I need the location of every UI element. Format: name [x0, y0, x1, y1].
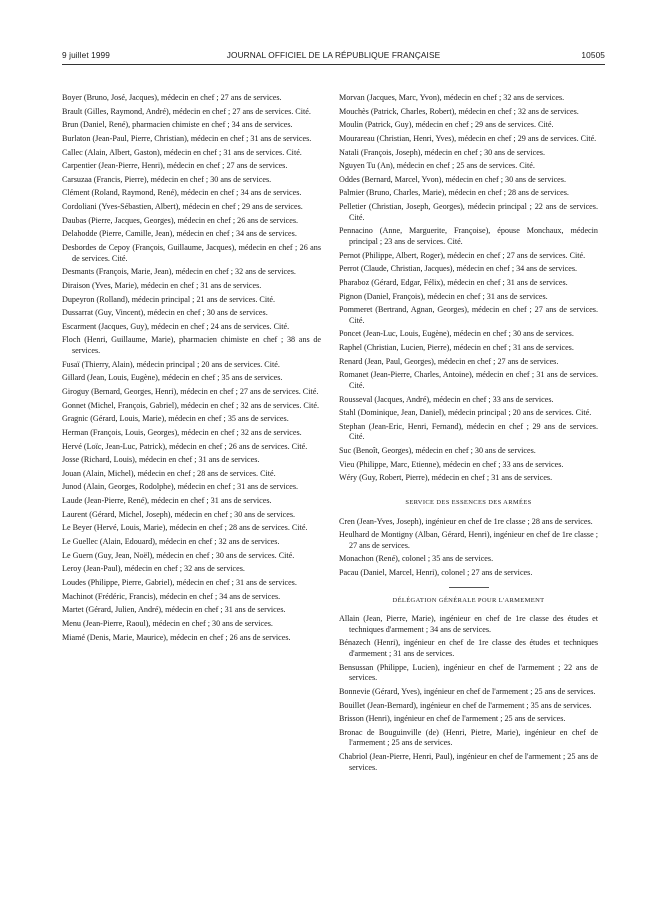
- section-heading-essences: SERVICE DES ESSENCES DES ARMÉES: [405, 498, 532, 506]
- list-entry: Burlaton (Jean-Paul, Pierre, Christian), médecin en chef ; 31 ans de services.: [62, 133, 312, 143]
- list-entry: Natali (François, Joseph), médecin en chef ; 30 ans de services.: [339, 147, 545, 157]
- list-entry: Josse (Richard, Louis), médecin en chef ; 31 ans de services.: [62, 455, 260, 465]
- list-entry: Herman (François, Louis, Georges), médecin en chef ; 32 ans de services.: [62, 427, 302, 437]
- list-entry: Allain (Jean, Pierre, Marie), ingénieur en chef de 1re classe des études et techniques d'armement ; 34 ans de services.: [339, 614, 598, 634]
- list-entry: Leroy (Jean-Paul), médecin en chef ; 32 ans de services.: [62, 564, 245, 574]
- left-column: [62, 93, 321, 646]
- list-entry: Delahodde (Pierre, Camille, Jean), médecin en chef ; 34 ans de services.: [62, 229, 297, 239]
- list-entry: Bouillet (Jean-Bernard), ingénieur en chef de l'armement ; 35 ans de services.: [339, 700, 592, 710]
- list-entry: Pernot (Philippe, Albert, Roger), médecin en chef ; 27 ans de services. Cité.: [339, 250, 586, 260]
- list-entry: Mouchès (Patrick, Charles, Robert), médecin en chef ; 32 ans de services.: [339, 106, 579, 116]
- right-column-entries: [339, 93, 598, 484]
- list-entry: Suc (Benoît, Georges), médecin en chef ; 30 ans de services.: [339, 446, 536, 456]
- list-entry: Vieu (Philippe, Marc, Etienne), médecin en chef ; 33 ans de services.: [339, 459, 564, 469]
- list-entry: Boyer (Bruno, José, Jacques), médecin en chef ; 27 ans de services.: [62, 93, 282, 102]
- list-entry: Perrot (Claude, Christian, Jacques), médecin en chef ; 34 ans de services.: [339, 264, 578, 274]
- list-entry: Bronac de Bouguinville (de) (Henri, Pietre, Marie), ingénieur en chef de l'armement ; 25 ans de services.: [339, 727, 598, 748]
- list-entry: Gillard (Jean, Louis, Eugène), médecin en chef ; 35 ans de services.: [62, 373, 283, 383]
- list-entry: Rousseval (Jacques, André), médecin en chef ; 33 ans de services.: [339, 394, 554, 404]
- list-entry: Carsuzaa (Francis, Pierre), médecin en chef ; 30 ans de services.: [62, 174, 272, 184]
- list-entry: Morvan (Jacques, Marc, Yvon), médecin en chef ; 32 ans de services.: [339, 93, 565, 102]
- list-entry: Laude (Jean-Pierre, René), médecin en chef ; 31 ans de services.: [62, 496, 272, 506]
- list-entry: Bensussan (Philippe, Lucien), ingénieur en chef de l'armement ; 22 ans de services.: [339, 662, 598, 683]
- list-entry: Giroguy (Bernard, Georges, Henri), médecin en chef ; 27 ans de services. Cité.: [62, 387, 319, 396]
- list-entry: Dussarrat (Guy, Vincent), médecin en chef ; 30 ans de services.: [62, 308, 268, 318]
- list-entry: Laurent (Gérard, Michel, Joseph), médecin en chef ; 30 ans de services.: [62, 509, 296, 519]
- list-entry: Fusaï (Thierry, Alain), médecin principal ; 20 ans de services. Cité.: [62, 359, 280, 369]
- section-armement-entries: [339, 614, 598, 773]
- header-rule: [62, 64, 605, 65]
- right-column: [339, 93, 598, 776]
- list-entry: Oddes (Bernard, Marcel, Yvon), médecin en chef ; 30 ans de services.: [339, 174, 566, 184]
- list-entry: Mourareau (Christian, Henri, Yves), médecin en chef ; 29 ans de services. Cité.: [339, 133, 597, 143]
- list-entry: Menu (Jean-Pierre, Raoul), médecin en chef ; 30 ans de services.: [62, 618, 273, 628]
- list-entry: Pelletier (Christian, Joseph, Georges), médecin principal ; 22 ans de services. Cité.: [339, 202, 598, 222]
- list-entry: Junod (Alain, Georges, Rodolphe), médecin en chef ; 31 ans de services.: [62, 482, 299, 492]
- list-entry: Chabriol (Jean-Pierre, Henri, Paul), ingénieur en chef de l'armement ; 25 ans de services.: [339, 752, 598, 772]
- list-entry: Desmants (François, Marie, Jean), médecin en chef ; 32 ans de services.: [62, 267, 296, 277]
- list-entry: Heulhard de Montigny (Alban, Gérard, Henri), ingénieur en chef de 1re classe ; 27 ans de services.: [339, 530, 598, 550]
- list-entry: Le Guellec (Alain, Edouard), médecin en chef ; 32 ans de services.: [62, 537, 280, 547]
- list-entry: Desbordes de Cepoy (François, Guillaume, Jacques), médecin en chef ; 26 ans de services. Cité.: [62, 243, 321, 263]
- list-entry: Renard (Jean, Paul, Georges), médecin en chef ; 27 ans de services.: [339, 356, 559, 366]
- header-title: JOURNAL OFFICIEL DE LA RÉPUBLIQUE FRANÇAISE: [226, 50, 441, 60]
- list-entry: Raphel (Christian, Lucien, Pierre), médecin en chef ; 31 ans de services.: [339, 343, 574, 353]
- list-entry: Pennacino (Anne, Marguerite, Françoise), épouse Monchaux, médecin principal ; 23 ans de services. Cité.: [339, 226, 598, 246]
- list-entry: Callec (Alain, Albert, Gaston), médecin en chef ; 31 ans de services. Cité.: [62, 147, 302, 157]
- list-entry: Le Beyer (Hervé, Louis, Marie), médecin en chef ; 28 ans de services. Cité.: [62, 523, 308, 533]
- page-header: [62, 50, 605, 64]
- header-page-number: 10505: [581, 50, 605, 60]
- list-entry: Machinot (Frédéric, Francis), médecin en chef ; 34 ans de services.: [62, 591, 281, 601]
- list-entry: Palmier (Bruno, Charles, Marie), médecin en chef ; 28 ans de services.: [339, 188, 569, 198]
- list-entry: Cordoliani (Yves-Sébastien, Albert), médecin en chef ; 29 ans de services.: [62, 202, 303, 212]
- list-entry: Jouan (Alain, Michel), médecin en chef ; 28 ans de services. Cité.: [62, 468, 276, 478]
- list-entry: Gonnet (Michel, François, Gabriel), médecin en chef ; 32 ans de services. Cité.: [62, 400, 319, 410]
- section-separator: [449, 587, 489, 588]
- list-entry: Pharaboz (Gérard, Edgar, Félix), médecin en chef ; 31 ans de services.: [339, 277, 568, 287]
- list-entry: Romanet (Jean-Pierre, Charles, Antoine), médecin en chef ; 31 ans de services. Cité.: [339, 370, 598, 390]
- list-entry: Pommeret (Bertrand, Agnan, Georges), médecin en chef ; 27 ans de services. Cité.: [339, 305, 598, 325]
- list-entry: Gragnic (Gérard, Louis, Marie), médecin en chef ; 35 ans de services.: [62, 414, 289, 424]
- list-entry: Loudes (Philippe, Pierre, Gabriel), médecin en chef ; 31 ans de services.: [62, 577, 297, 587]
- list-entry: Poncet (Jean-Luc, Louis, Eugène), médecin en chef ; 30 ans de services.: [339, 329, 574, 339]
- list-entry: Stephan (Jean-Eric, Henri, Fernand), médecin en chef ; 29 ans de services. Cité.: [339, 421, 598, 442]
- list-entry: Miamé (Denis, Marie, Maurice), médecin en chef ; 26 ans de services.: [62, 632, 291, 642]
- list-entry: Bénazech (Henri), ingénieur en chef de 1re classe des études et techniques d'armement ; 31 ans de services.: [339, 638, 598, 659]
- list-entry: Clément (Roland, Raymond, René), médecin en chef ; 34 ans de services.: [62, 188, 302, 198]
- list-entry: Stahl (Dominique, Jean, Daniel), médecin principal ; 20 ans de services. Cité.: [339, 408, 592, 418]
- list-entry: Carpentier (Jean-Pierre, Henri), médecin en chef ; 27 ans de services.: [62, 161, 288, 171]
- list-entry: Monachon (René), colonel ; 35 ans de services.: [339, 554, 494, 564]
- list-entry: Martet (Gérard, Julien, André), médecin en chef ; 31 ans de services.: [62, 605, 286, 615]
- list-entry: Cren (Jean-Yves, Joseph), ingénieur en chef de 1re classe ; 28 ans de services.: [339, 516, 593, 526]
- list-entry: Dupeyron (Rolland), médecin principal ; 21 ans de services. Cité.: [62, 294, 275, 304]
- list-entry: Brisson (Henri), ingénieur en chef de l'armement ; 25 ans de services.: [339, 714, 566, 724]
- list-entry: Brun (Daniel, René), pharmacien chimiste en chef ; 34 ans de services.: [62, 120, 293, 130]
- section-heading-armement: DÉLÉGATION GÉNÉRALE POUR L'ARMEMENT: [392, 596, 545, 604]
- section-essences-entries: [339, 517, 598, 579]
- list-entry: Nguyen Tu (An), médecin en chef ; 25 ans de services. Cité.: [339, 161, 535, 171]
- list-entry: Daubas (Pierre, Jacques, Georges), médecin en chef ; 26 ans de services.: [62, 215, 299, 225]
- list-entry: Pacau (Daniel, Marcel, Henri), colonel ; 27 ans de services.: [339, 568, 533, 578]
- list-entry: Hervé (Loïc, Jean-Luc, Patrick), médecin en chef ; 26 ans de services. Cité.: [62, 441, 308, 451]
- list-entry: Diraison (Yves, Marie), médecin en chef ; 31 ans de services.: [62, 280, 262, 290]
- list-entry: Pignon (Daniel, François), médecin en chef ; 31 ans de services.: [339, 291, 548, 301]
- list-entry: Escarment (Jacques, Guy), médecin en chef ; 24 ans de services. Cité.: [62, 321, 290, 331]
- list-entry: Le Guern (Guy, Jean, Noël), médecin en chef ; 30 ans de services. Cité.: [62, 550, 295, 560]
- list-entry: Brault (Gilles, Raymond, André), médecin en chef ; 27 ans de services. Cité.: [62, 106, 311, 116]
- list-entry: Moulin (Patrick, Guy), médecin en chef ; 29 ans de services. Cité.: [339, 120, 554, 130]
- header-date: 9 juillet 1999: [62, 50, 110, 60]
- list-entry: Floch (Henri, Guillaume, Marie), pharmacien chimiste en chef ; 38 ans de services.: [62, 335, 321, 356]
- list-entry: Bonnevie (Gérard, Yves), ingénieur en chef de l'armement ; 25 ans de services.: [339, 686, 596, 696]
- list-entry: Wéry (Guy, Robert, Pierre), médecin en chef ; 31 ans de services.: [339, 473, 553, 483]
